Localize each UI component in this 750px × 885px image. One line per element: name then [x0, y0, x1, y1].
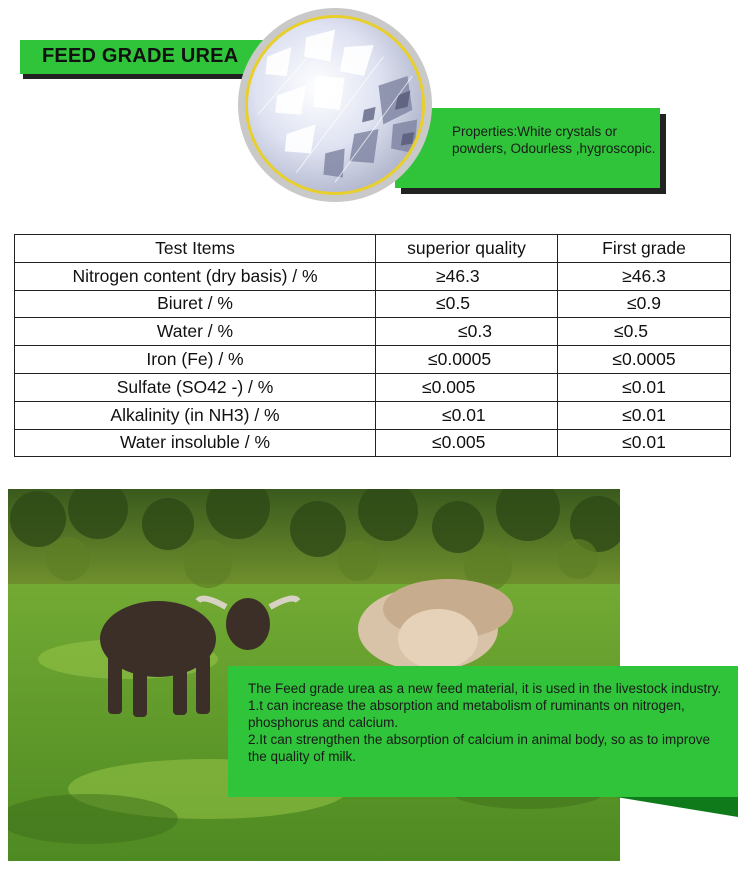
- page-title: FEED GRADE UREA: [42, 45, 239, 67]
- test-item-cell: Alkalinity (in NH3) / %: [15, 401, 376, 429]
- table-row: [15, 401, 731, 429]
- superior-value-cell: ≤0.3: [376, 318, 558, 346]
- superior-value-cell: ≤0.005: [376, 373, 558, 401]
- column-header-superior: superior quality: [376, 235, 558, 263]
- table-row: [15, 262, 731, 290]
- superior-value-cell: ≤0.01: [376, 401, 558, 429]
- table-row: [15, 429, 731, 457]
- table-header-row: [15, 235, 731, 263]
- first-grade-value-cell: ≤0.5: [558, 318, 731, 346]
- description-point-2: 2.It can strengthen the absorption of calcium in animal body, so as to improve the quality of milk.: [248, 732, 710, 764]
- column-header-test-items: Test Items: [15, 235, 376, 263]
- test-item-cell: Sulfate (SO42 -) / %: [15, 373, 376, 401]
- description-intro: The Feed grade urea as a new feed material, it is used in the livestock industry.: [248, 681, 722, 696]
- properties-banner: [395, 108, 660, 188]
- test-item-cell: Iron (Fe) / %: [15, 346, 376, 374]
- table-row: [15, 373, 731, 401]
- description-banner-shadow: [616, 797, 738, 817]
- first-grade-value-cell: ≥46.3: [558, 262, 731, 290]
- table-row: [15, 290, 731, 318]
- test-item-cell: Water / %: [15, 318, 376, 346]
- spec-table: [14, 234, 731, 457]
- table-row: [15, 346, 731, 374]
- first-grade-value-cell: ≤0.01: [558, 401, 731, 429]
- table-row: [15, 318, 731, 346]
- crystal-photo: [245, 15, 425, 195]
- description-point-1: 1.t can increase the absorption and metabolism of ruminants on nitrogen, phosphorus and calcium.: [248, 698, 685, 730]
- properties-text: Properties:White crystals or powders, Odourless ,hygroscopic.: [452, 124, 656, 156]
- test-item-cell: Nitrogen content (dry basis) / %: [15, 262, 376, 290]
- test-item-cell: Biuret / %: [15, 290, 376, 318]
- first-grade-value-cell: ≤0.01: [558, 429, 731, 457]
- column-header-first-grade: First grade: [558, 235, 731, 263]
- superior-value-cell: ≤0.0005: [376, 346, 558, 374]
- first-grade-value-cell: ≤0.0005: [558, 346, 731, 374]
- test-item-cell: Water insoluble / %: [15, 429, 376, 457]
- title-banner: [20, 40, 265, 74]
- urea-crystals-image: [248, 18, 422, 192]
- first-grade-value-cell: ≤0.9: [558, 290, 731, 318]
- superior-value-cell: ≤0.5: [376, 290, 558, 318]
- superior-value-cell: ≤0.005: [376, 429, 558, 457]
- first-grade-value-cell: ≤0.01: [558, 373, 731, 401]
- crystal-photo-frame: [238, 8, 432, 202]
- description-text: [248, 680, 728, 765]
- superior-value-cell: ≥46.3: [376, 262, 558, 290]
- description-banner: [228, 666, 738, 797]
